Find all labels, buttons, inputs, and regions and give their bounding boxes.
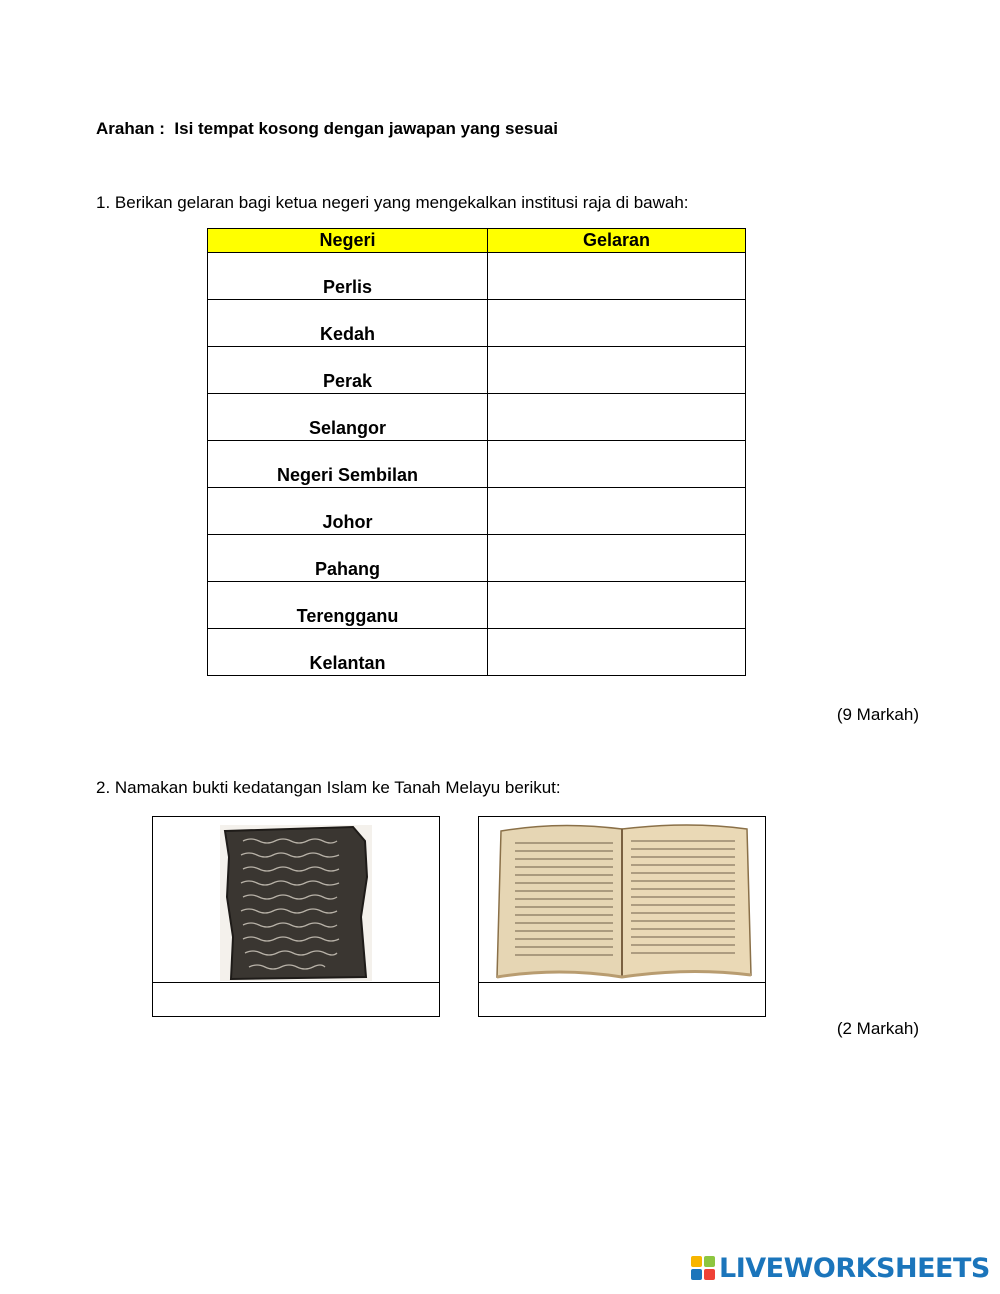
- answer-field[interactable]: [488, 394, 746, 441]
- header-negeri: Negeri: [208, 229, 488, 253]
- answer-field[interactable]: [488, 441, 746, 488]
- picture-area: [479, 817, 765, 983]
- evidence-box-1: [152, 816, 440, 1017]
- header-gelaran: Gelaran: [488, 229, 746, 253]
- table-row: [208, 253, 746, 300]
- question-2-text: 2. Namakan bukti kedatangan Islam ke Tanah Melayu berikut:: [96, 778, 561, 797]
- table-row: [208, 488, 746, 535]
- answer-field[interactable]: [488, 347, 746, 394]
- old-manuscript-image: [479, 817, 765, 982]
- table-row: [208, 394, 746, 441]
- answer-field[interactable]: [488, 488, 746, 535]
- table-row: [208, 582, 746, 629]
- states-table: [207, 228, 746, 676]
- table-row: [208, 535, 746, 582]
- answer-field[interactable]: [488, 253, 746, 300]
- state-name: Selangor: [208, 394, 488, 441]
- answer-field[interactable]: [488, 535, 746, 582]
- table-row: [208, 441, 746, 488]
- brand-wordmark: LIVEWORKSHEETS: [719, 1252, 990, 1284]
- state-name: Kelantan: [208, 629, 488, 676]
- picture-area: [153, 817, 439, 983]
- table-row: [208, 629, 746, 676]
- state-name: Negeri Sembilan: [208, 441, 488, 488]
- answer-field[interactable]: [488, 300, 746, 347]
- table-header-row: [208, 229, 746, 253]
- inscribed-stone-image: [153, 817, 439, 982]
- question-1-text: 1. Berikan gelaran bagi ketua negeri yang mengekalkan institusi raja di bawah:: [96, 193, 689, 212]
- marks-question-2: (2 Markah): [836, 1019, 919, 1038]
- logo-icon: [691, 1256, 715, 1280]
- state-name: Kedah: [208, 300, 488, 347]
- table-row: [208, 300, 746, 347]
- answer-field[interactable]: [488, 582, 746, 629]
- evidence-box-2: [478, 816, 766, 1017]
- state-name: Perak: [208, 347, 488, 394]
- state-name: Terengganu: [208, 582, 488, 629]
- state-name: Pahang: [208, 535, 488, 582]
- instruction-text: Arahan : Isi tempat kosong dengan jawapan yang sesuai: [96, 119, 558, 138]
- answer-field[interactable]: [488, 629, 746, 676]
- table-row: [208, 347, 746, 394]
- state-name: Perlis: [208, 253, 488, 300]
- marks-question-1: (9 Markah): [836, 705, 919, 724]
- liveworksheets-logo: [691, 1252, 990, 1284]
- answer-field[interactable]: [479, 982, 765, 1016]
- answer-field[interactable]: [153, 982, 439, 1016]
- state-name: Johor: [208, 488, 488, 535]
